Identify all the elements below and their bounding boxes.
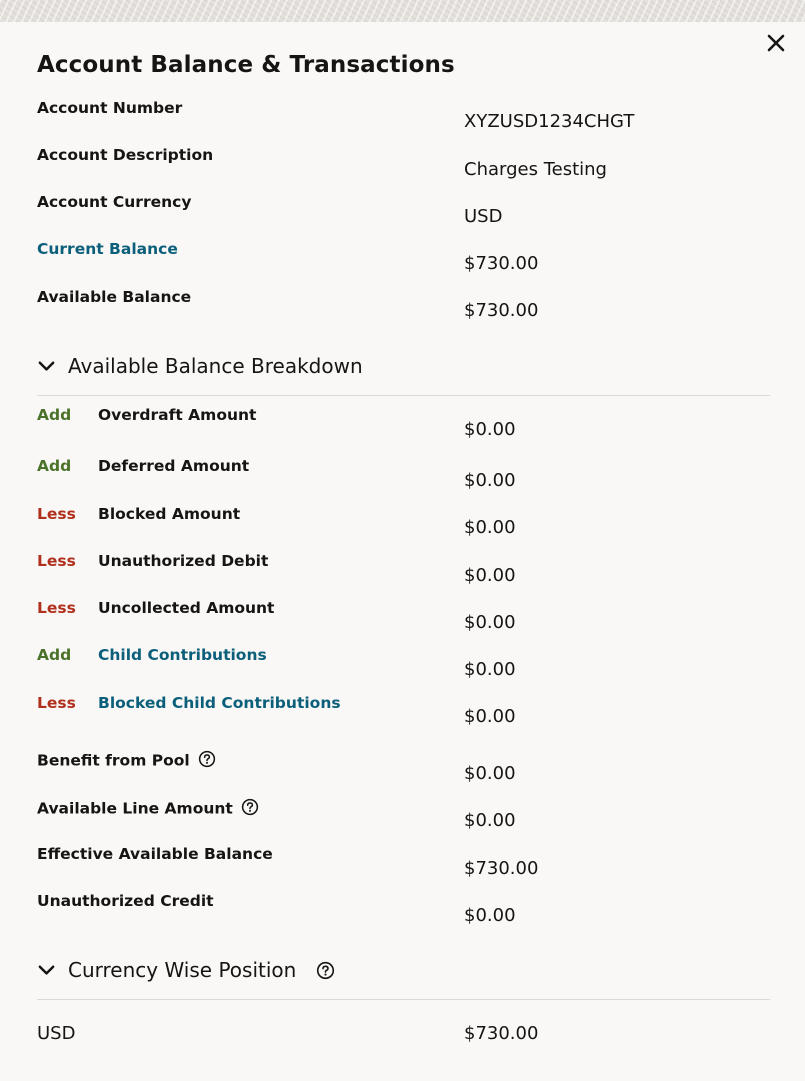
available-line-amount-label: Available Line Amount: [37, 799, 233, 818]
benefit-from-pool-row: [37, 750, 216, 772]
uncollected-amount-label: Uncollected Amount: [98, 599, 275, 617]
benefit-from-pool-value: $0.00: [464, 763, 516, 784]
benefit-from-pool-label: Benefit from Pool: [37, 751, 190, 770]
help-icon: [198, 750, 216, 768]
operator-add: Add: [37, 457, 72, 475]
blocked-child-contributions-value: $0.00: [464, 706, 516, 727]
available-balance-label: Available Balance: [37, 288, 192, 306]
available-balance-value: $730.00: [464, 300, 539, 321]
chevron-down-icon: [37, 357, 56, 376]
account-description-label: Account Description: [37, 146, 214, 164]
uncollected-amount-value: $0.00: [464, 612, 516, 633]
current-balance-value: $730.00: [464, 253, 539, 274]
unauthorized-debit-label: Unauthorized Debit: [98, 552, 269, 570]
page-title: Account Balance & Transactions: [37, 52, 455, 78]
account-number-value: XYZUSD1234CHGT: [464, 111, 635, 132]
unauthorized-debit-value: $0.00: [464, 565, 516, 586]
close-button[interactable]: [764, 31, 788, 55]
available-line-amount-help-button[interactable]: [241, 798, 259, 820]
effective-available-balance-value: $730.00: [464, 858, 539, 879]
operator-less: Less: [37, 599, 76, 617]
overdraft-amount-label: Overdraft Amount: [98, 406, 257, 424]
help-icon: [316, 961, 335, 980]
child-contributions-link[interactable]: Child Contributions: [98, 646, 267, 664]
available-line-amount-row: [37, 798, 259, 820]
blocked-child-contributions-link[interactable]: Blocked Child Contributions: [98, 694, 341, 712]
section-divider: [37, 395, 770, 396]
breakdown-section-toggle[interactable]: [37, 354, 363, 378]
currency-position-value: $730.00: [464, 1023, 539, 1044]
operator-add: Add: [37, 406, 72, 424]
account-currency-value: USD: [464, 206, 503, 227]
account-description-value: Charges Testing: [464, 159, 607, 180]
account-number-label: Account Number: [37, 99, 183, 117]
blocked-amount-value: $0.00: [464, 517, 516, 538]
child-contributions-value: $0.00: [464, 659, 516, 680]
currency-position-section-toggle[interactable]: [37, 958, 335, 982]
close-icon: [764, 31, 788, 55]
deferred-amount-value: $0.00: [464, 470, 516, 491]
help-icon: [241, 798, 259, 816]
effective-available-balance-label: Effective Available Balance: [37, 845, 273, 863]
deferred-amount-label: Deferred Amount: [98, 457, 250, 475]
unauthorized-credit-label: Unauthorized Credit: [37, 892, 214, 910]
operator-less: Less: [37, 694, 76, 712]
account-currency-label: Account Currency: [37, 193, 192, 211]
benefit-from-pool-help-button[interactable]: [198, 750, 216, 772]
available-line-amount-value: $0.00: [464, 810, 516, 831]
currency-position-section-title: Currency Wise Position: [68, 958, 297, 982]
currency-position-help-button[interactable]: [316, 961, 335, 980]
unauthorized-credit-value: $0.00: [464, 905, 516, 926]
breakdown-section-title: Available Balance Breakdown: [68, 354, 363, 378]
section-divider: [37, 999, 770, 1000]
operator-less: Less: [37, 552, 76, 570]
operator-less: Less: [37, 505, 76, 523]
currency-code: USD: [37, 1023, 76, 1044]
background-backdrop: [0, 0, 805, 22]
overdraft-amount-value: $0.00: [464, 419, 516, 440]
blocked-amount-label: Blocked Amount: [98, 505, 241, 523]
operator-add: Add: [37, 646, 72, 664]
current-balance-link[interactable]: Current Balance: [37, 240, 178, 258]
chevron-down-icon: [37, 961, 56, 980]
